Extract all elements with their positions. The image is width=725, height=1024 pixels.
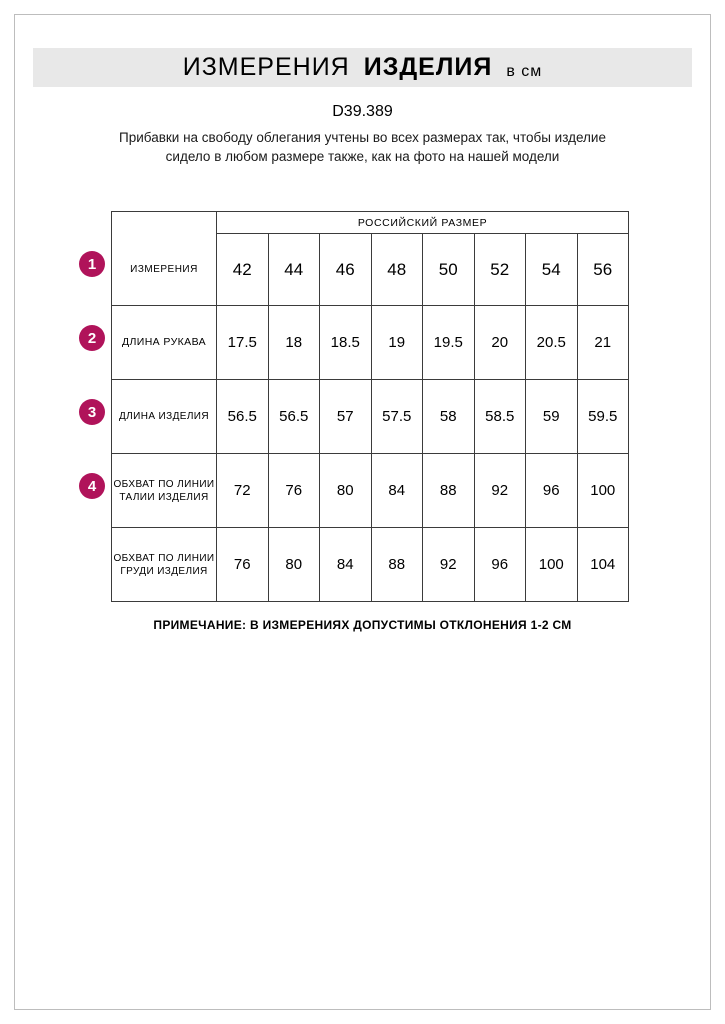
cell-sleeve-48: 19 <box>371 306 423 380</box>
cell-chest-44: 80 <box>268 528 320 602</box>
row-label-waist-girth: ОБХВАТ ПО ЛИНИИ ТАЛИИ ИЗДЕЛИЯ <box>112 454 217 528</box>
header-size-56: 56 <box>577 234 629 306</box>
table-row <box>112 380 629 454</box>
empty-corner-cell <box>112 212 217 234</box>
cell-waist-56: 100 <box>577 454 629 528</box>
row-bullet-1: 1 <box>79 251 105 277</box>
row-label-sleeve-length: ДЛИНА РУКАВА <box>112 306 217 380</box>
article-description: Прибавки на свободу облегания учтены во всех размерах так, чтобы изделие сидело в любом размере также, как на фото на нашей модели <box>119 130 606 164</box>
cell-waist-52: 92 <box>474 454 526 528</box>
document-content <box>15 15 710 632</box>
header-size-52: 52 <box>474 234 526 306</box>
page-frame <box>14 14 711 1010</box>
cell-length-44: 56.5 <box>268 380 320 454</box>
size-table <box>111 211 629 602</box>
table-row <box>112 454 629 528</box>
cell-length-42: 56.5 <box>217 380 269 454</box>
title-word-product: ИЗДЕЛИЯ <box>363 53 493 81</box>
cell-sleeve-44: 18 <box>268 306 320 380</box>
article-code: D39.389 <box>332 103 393 120</box>
header-size-42: 42 <box>217 234 269 306</box>
cell-length-52: 58.5 <box>474 380 526 454</box>
cell-sleeve-52: 20 <box>474 306 526 380</box>
cell-chest-48: 88 <box>371 528 423 602</box>
cell-chest-46: 84 <box>320 528 372 602</box>
header-size-50: 50 <box>423 234 475 306</box>
cell-waist-42: 72 <box>217 454 269 528</box>
table-row <box>112 306 629 380</box>
row-label-product-length: ДЛИНА ИЗДЕЛИЯ <box>112 380 217 454</box>
cell-length-48: 57.5 <box>371 380 423 454</box>
cell-length-56: 59.5 <box>577 380 629 454</box>
row-label-chest-girth: ОБХВАТ ПО ЛИНИИ ГРУДИ ИЗДЕЛИЯ <box>112 528 217 602</box>
cell-sleeve-42: 17.5 <box>217 306 269 380</box>
cell-length-54: 59 <box>526 380 578 454</box>
cell-length-46: 57 <box>320 380 372 454</box>
note-text: ПРИМЕЧАНИЕ: В ИЗМЕРЕНИЯХ ДОПУСТИМЫ ОТКЛОНЕНИЯ 1-2 СМ <box>153 618 572 632</box>
row-bullet-4: 4 <box>79 473 105 499</box>
size-table-wrapper <box>15 211 710 602</box>
cell-waist-46: 80 <box>320 454 372 528</box>
row-bullet-2: 2 <box>79 325 105 351</box>
group-header-russian-size: РОССИЙСКИЙ РАЗМЕР <box>217 212 629 234</box>
cell-waist-54: 96 <box>526 454 578 528</box>
row-bullet-3: 3 <box>79 399 105 425</box>
cell-sleeve-56: 21 <box>577 306 629 380</box>
cell-chest-54: 100 <box>526 528 578 602</box>
page-title-band <box>33 48 692 87</box>
cell-sleeve-54: 20.5 <box>526 306 578 380</box>
cell-chest-56: 104 <box>577 528 629 602</box>
cell-waist-48: 84 <box>371 454 423 528</box>
table-header-row <box>112 234 629 306</box>
cell-sleeve-46: 18.5 <box>320 306 372 380</box>
cell-sleeve-50: 19.5 <box>423 306 475 380</box>
header-size-46: 46 <box>320 234 372 306</box>
header-size-44: 44 <box>268 234 320 306</box>
title-word-measurements: ИЗМЕРЕНИЯ <box>182 53 350 81</box>
title-units: в см <box>506 63 543 80</box>
header-measurements: ИЗМЕРЕНИЯ <box>112 234 217 306</box>
cell-chest-50: 92 <box>423 528 475 602</box>
cell-waist-44: 76 <box>268 454 320 528</box>
table-row <box>112 528 629 602</box>
cell-length-50: 58 <box>423 380 475 454</box>
cell-chest-42: 76 <box>217 528 269 602</box>
cell-chest-52: 96 <box>474 528 526 602</box>
header-size-54: 54 <box>526 234 578 306</box>
header-size-48: 48 <box>371 234 423 306</box>
table-group-header-row <box>112 212 629 234</box>
cell-waist-50: 88 <box>423 454 475 528</box>
